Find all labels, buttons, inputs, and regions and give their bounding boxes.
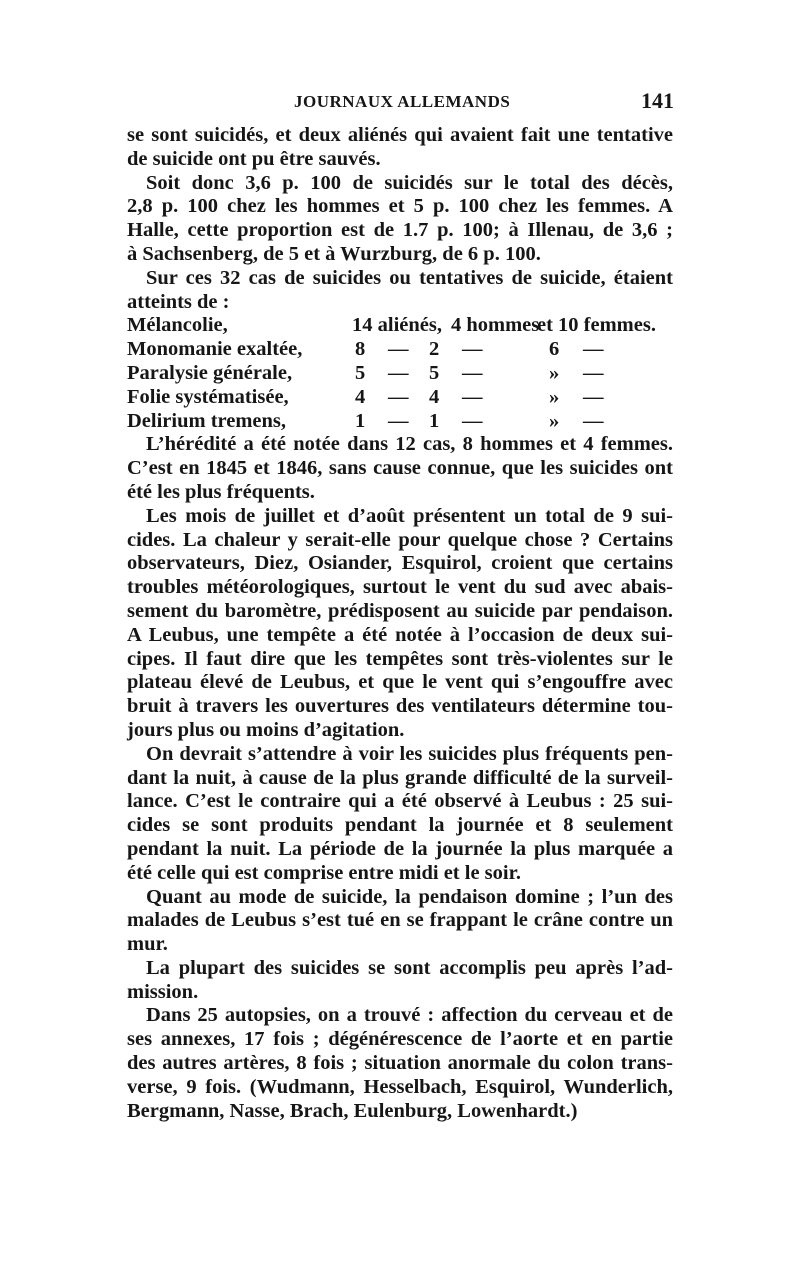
- row-total: 5: [355, 361, 366, 384]
- ditto-mark: —: [388, 385, 409, 408]
- row-label: Delirium tremens,: [127, 409, 287, 432]
- paragraph: [127, 172, 673, 267]
- text-line: ses annexes, 17 fois ; dégénérescence de l’aorte et en partie: [127, 1028, 673, 1051]
- text-line: cipes. Il faut dire que les tempêtes sont très-violentes sur le: [127, 647, 673, 670]
- text-line: Dans 25 autopsies, on a trouvé : affection du cerveau et de: [146, 1004, 673, 1027]
- row-men: 4 hommes: [451, 314, 540, 337]
- paragraph: [127, 743, 673, 886]
- row-label: Monomanie exaltée,: [127, 338, 303, 361]
- ditto-mark: —: [462, 361, 483, 384]
- table-row: [127, 338, 673, 362]
- row-label: Mélancolie,: [127, 314, 228, 337]
- row-total: 4: [355, 385, 366, 408]
- paragraph: [127, 957, 673, 1005]
- ditto-mark: —: [462, 338, 483, 361]
- row-men: 5: [429, 361, 440, 384]
- diagnosis-table: [127, 314, 673, 433]
- text-line: été les plus fréquents.: [127, 480, 315, 503]
- text-line: Bergmann, Nasse, Brach, Eulenburg, Lowenhardt.): [127, 1099, 578, 1122]
- text-line: Les mois de juillet et d’août présentent un total de 9 sui-: [146, 504, 673, 527]
- row-women: 6: [549, 338, 560, 361]
- table-row: [127, 410, 673, 434]
- text-line: dant la nuit, à cause de la plus grande difficulté de la surveil-: [127, 766, 673, 789]
- ditto-mark: —: [388, 338, 409, 361]
- text-line: plateau élevé de Leubus, et que le vent qui s’engouffre avec: [127, 671, 673, 694]
- text-line: atteints de :: [127, 290, 230, 313]
- row-total: 1: [355, 409, 366, 432]
- page-number: 141: [641, 88, 674, 113]
- ditto-mark: —: [583, 385, 604, 408]
- text-line: à Sachsenberg, de 5 et à Wurzburg, de 6 p. 100.: [127, 242, 541, 265]
- ditto-mark: —: [583, 361, 604, 384]
- text-line: Quant au mode de suicide, la pendaison domine ; l’un des: [146, 885, 673, 908]
- row-men: 2: [429, 338, 440, 361]
- text-line: 2,8 p. 100 chez les hommes et 5 p. 100 chez les femmes. A: [127, 195, 673, 218]
- text-line: été celle qui est comprise entre midi et le soir.: [127, 861, 521, 884]
- text-line: Sur ces 32 cas de suicides ou tentatives de suicide, étaient: [146, 266, 673, 289]
- text-line: pendant la nuit. La période de la journée la plus marquée a: [127, 837, 673, 860]
- ditto-mark: —: [583, 338, 604, 361]
- text-line: mur.: [127, 933, 168, 956]
- text-line: L’hérédité a été notée dans 12 cas, 8 hommes et 4 femmes.: [146, 433, 673, 456]
- row-women: »: [549, 409, 560, 432]
- text-line: A Leubus, une tempête a été notée à l’occasion de deux sui-: [127, 623, 673, 646]
- text-line: observateurs, Diez, Osiander, Esquirol, croient que certains: [127, 552, 673, 575]
- text-line: C’est en 1845 et 1846, sans cause connue, que les suicides ont: [127, 457, 673, 480]
- row-men: 1: [429, 409, 440, 432]
- paragraph: [127, 886, 673, 957]
- text-line: des autres artères, 8 fois ; situation anormale du colon trans-: [127, 1052, 673, 1075]
- paragraph: [127, 1004, 673, 1123]
- paragraph: [127, 505, 673, 743]
- text-line: La plupart des suicides se sont accomplis peu après l’ad-: [146, 956, 673, 979]
- row-women: »: [549, 361, 560, 384]
- ditto-mark: —: [462, 385, 483, 408]
- table-row: [127, 386, 673, 410]
- text-line: sement du baromètre, prédisposent au suicide par pendaison.: [127, 599, 673, 622]
- text-line: bruit à travers les ouvertures des ventilateurs détermine tou-: [127, 695, 673, 718]
- text-line: cides se sont produits pendant la journée et 8 seulement: [127, 814, 673, 837]
- text-line: cides. La chaleur y serait-elle pour quelque chose ? Certains: [127, 528, 673, 551]
- text-line: mission.: [127, 980, 199, 1003]
- row-total: 8: [355, 338, 366, 361]
- text-line: Soit donc 3,6 p. 100 de suicidés sur le total des décès,: [146, 171, 673, 194]
- text-line: lance. C’est le contraire qui a été observé à Leubus : 25 sui-: [127, 790, 673, 813]
- table-row: [127, 314, 673, 338]
- row-women: et 10 femmes.: [537, 314, 656, 337]
- ditto-mark: —: [462, 409, 483, 432]
- text-line: de suicide ont pu être sauvés.: [127, 147, 381, 170]
- ditto-mark: —: [388, 361, 409, 384]
- text-line: On devrait s’attendre à voir les suicides plus fréquents pen-: [146, 742, 673, 765]
- row-total: 14 aliénés,: [352, 314, 442, 337]
- text-line: jours plus ou moins d’agitation.: [127, 718, 405, 741]
- ditto-mark: —: [388, 409, 409, 432]
- table-row: [127, 362, 673, 386]
- row-label: Folie systématisée,: [127, 385, 289, 408]
- page-body: [127, 124, 673, 1123]
- paragraph: [127, 267, 673, 315]
- page-header: [126, 88, 674, 122]
- row-men: 4: [429, 385, 440, 408]
- text-line: troubles météorologiques, surtout le vent du sud avec abais-: [127, 576, 673, 599]
- row-women: »: [549, 385, 560, 408]
- running-head: JOURNAUX ALLEMANDS: [294, 92, 511, 111]
- row-label: Paralysie générale,: [127, 361, 293, 384]
- text-line: malades de Leubus s’est tué en se frappant le crâne contre un: [127, 909, 673, 932]
- paragraph: [127, 124, 673, 172]
- paragraph: [127, 433, 673, 504]
- text-line: verse, 9 fois. (Wudmann, Hesselbach, Esquirol, Wunderlich,: [127, 1075, 673, 1098]
- text-line: se sont suicidés, et deux aliénés qui avaient fait une tentative: [127, 124, 673, 146]
- ditto-mark: —: [583, 409, 604, 432]
- text-line: Halle, cette proportion est de 1.7 p. 100; à Illenau, de 3,6 ;: [127, 219, 673, 242]
